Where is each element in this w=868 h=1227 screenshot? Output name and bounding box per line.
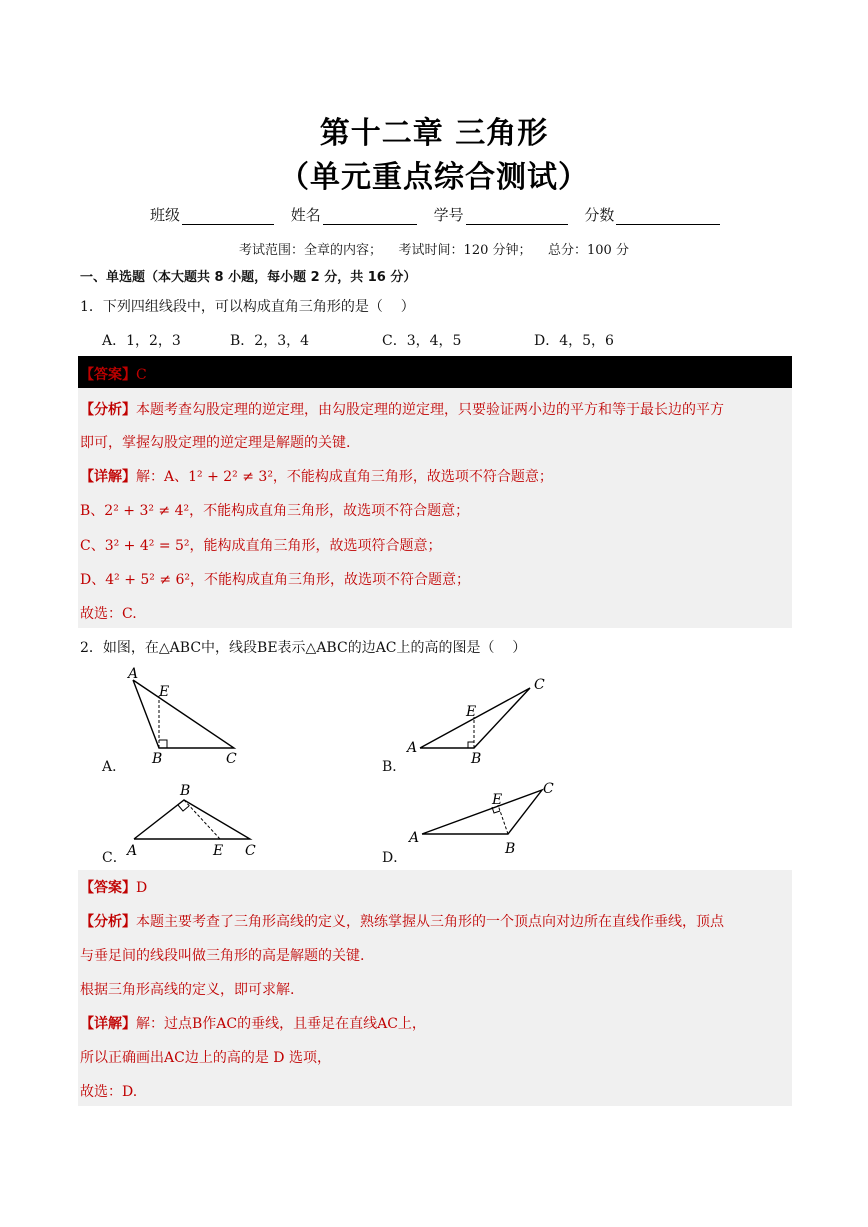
name-label: 姓名	[290, 206, 321, 224]
q2-detail-line2: 所以正确画出AC边上的高的是 D 选项，	[80, 1050, 331, 1066]
class-blank	[182, 206, 274, 225]
fig-b-point-b: B	[471, 751, 482, 767]
q1-answer-value: C	[136, 367, 147, 383]
fig-a-point-a: A	[128, 666, 139, 682]
exam-meta: 考试范围：全章的内容； 考试时间：120 分钟； 总分：100 分	[239, 243, 629, 258]
q2-option-d-label: D．	[382, 850, 408, 866]
q1-option-b: B．2，3，4	[230, 333, 310, 349]
q1-analysis-text-1: 本题考查勾股定理的逆定理，由勾股定理的逆定理，只要验证两小边的平方和等于最长边的平方	[136, 402, 724, 418]
q2-analysis-text-1: 本题主要考查了三角形高线的定义，熟练掌握从三角形的一个顶点向对边所在直线作垂线，顶点	[136, 914, 724, 930]
score-blank	[616, 206, 720, 225]
q2-answer-label: 【答案】	[80, 880, 136, 896]
student-id-label: 学号	[433, 206, 464, 224]
q2-analysis-line2: 与垂足间的线段叫做三角形的高是解题的关键.	[80, 948, 365, 964]
fig-a-point-e: E	[159, 684, 170, 700]
fig-d-point-c: C	[543, 781, 554, 797]
class-label: 班级	[150, 206, 181, 224]
q1-detail-text-1: 解：A、1² + 2² ≠ 3²，不能构成直角三角形，故选项不符合题意；	[136, 469, 553, 485]
fig-b-point-c: C	[534, 677, 545, 693]
q1-answer-bar	[78, 356, 792, 388]
q2-figure-a	[124, 666, 244, 770]
fig-c-point-e: E	[213, 843, 224, 859]
q2-analysis-line1	[80, 911, 724, 931]
fig-d-point-b: B	[505, 841, 516, 857]
q2-analysis-label: 【分析】	[80, 914, 136, 930]
q2-detail-line1	[80, 1013, 426, 1033]
q1-analysis-label: 【分析】	[80, 402, 136, 418]
q1-detail-label: 【详解】	[80, 469, 136, 485]
fig-a-point-b: B	[152, 751, 163, 767]
q1-option-c: C．3，4，5	[382, 333, 462, 349]
q1-stem: 1．下列四组线段中，可以构成直角三角形的是（ ）	[80, 299, 415, 315]
q2-stem: 2．如图，在△ABC中，线段BE表示△ABC的边AC上的高的图是（ ）	[80, 640, 527, 656]
q1-answer-label: 【答案】	[80, 367, 136, 383]
score-label: 分数	[584, 206, 615, 224]
q1-conclusion: 故选：C.	[80, 606, 137, 622]
q1-option-a: A．1，2，3	[102, 333, 181, 349]
q2-analysis-line3: 根据三角形高线的定义，即可求解.	[80, 982, 295, 998]
q2-answer	[80, 877, 147, 897]
q1-detail-line2: B、2² + 3² ≠ 4²，不能构成直角三角形，故选项不符合题意；	[80, 503, 470, 519]
q1-detail-line1	[80, 466, 553, 486]
fig-c-point-a: A	[127, 843, 138, 859]
q2-figure-d	[404, 776, 564, 860]
q1-detail-line3: C、3² + 4² = 5²，能构成直角三角形，故选项符合题意；	[80, 538, 442, 554]
q2-figure-b	[404, 672, 554, 772]
q2-figure-c	[124, 778, 264, 860]
page-subtitle: （单元重点综合测试）	[279, 160, 589, 195]
q1-option-d: D．4，5，6	[534, 333, 614, 349]
q1-analysis-line2: 即可，掌握勾股定理的逆定理是解题的关键.	[80, 435, 351, 451]
fig-c-point-b: B	[180, 783, 191, 799]
fig-c-point-c: C	[245, 843, 256, 859]
name-blank	[323, 206, 417, 225]
q2-detail-label: 【详解】	[80, 1016, 136, 1032]
q2-option-b-label: B．	[382, 759, 407, 775]
student-id-blank	[466, 206, 568, 225]
section-heading: 一、单选题（本大题共 8 小题，每小题 2 分，共 16 分）	[80, 270, 417, 285]
q2-answer-value: D	[136, 880, 148, 896]
q2-option-c-label: C．	[102, 850, 127, 866]
q2-option-a-label: A．	[102, 759, 127, 775]
fig-b-point-a: A	[407, 740, 418, 756]
q1-analysis-line1	[80, 399, 724, 419]
q1-detail-line4: D、4² + 5² ≠ 6²，不能构成直角三角形，故选项不符合题意；	[80, 572, 471, 588]
fig-a-point-c: C	[226, 751, 237, 767]
fig-b-point-e: E	[466, 704, 477, 720]
page-title: 第十二章 三角形	[319, 116, 549, 151]
fig-d-point-a: A	[409, 830, 420, 846]
student-info-line	[150, 204, 732, 225]
fig-d-point-e: E	[492, 792, 503, 808]
q2-detail-text-1: 解：过点B作AC的垂线，且垂足在直线AC上，	[136, 1016, 426, 1032]
q1-answer	[80, 364, 147, 384]
q2-conclusion: 故选：D.	[80, 1084, 138, 1100]
